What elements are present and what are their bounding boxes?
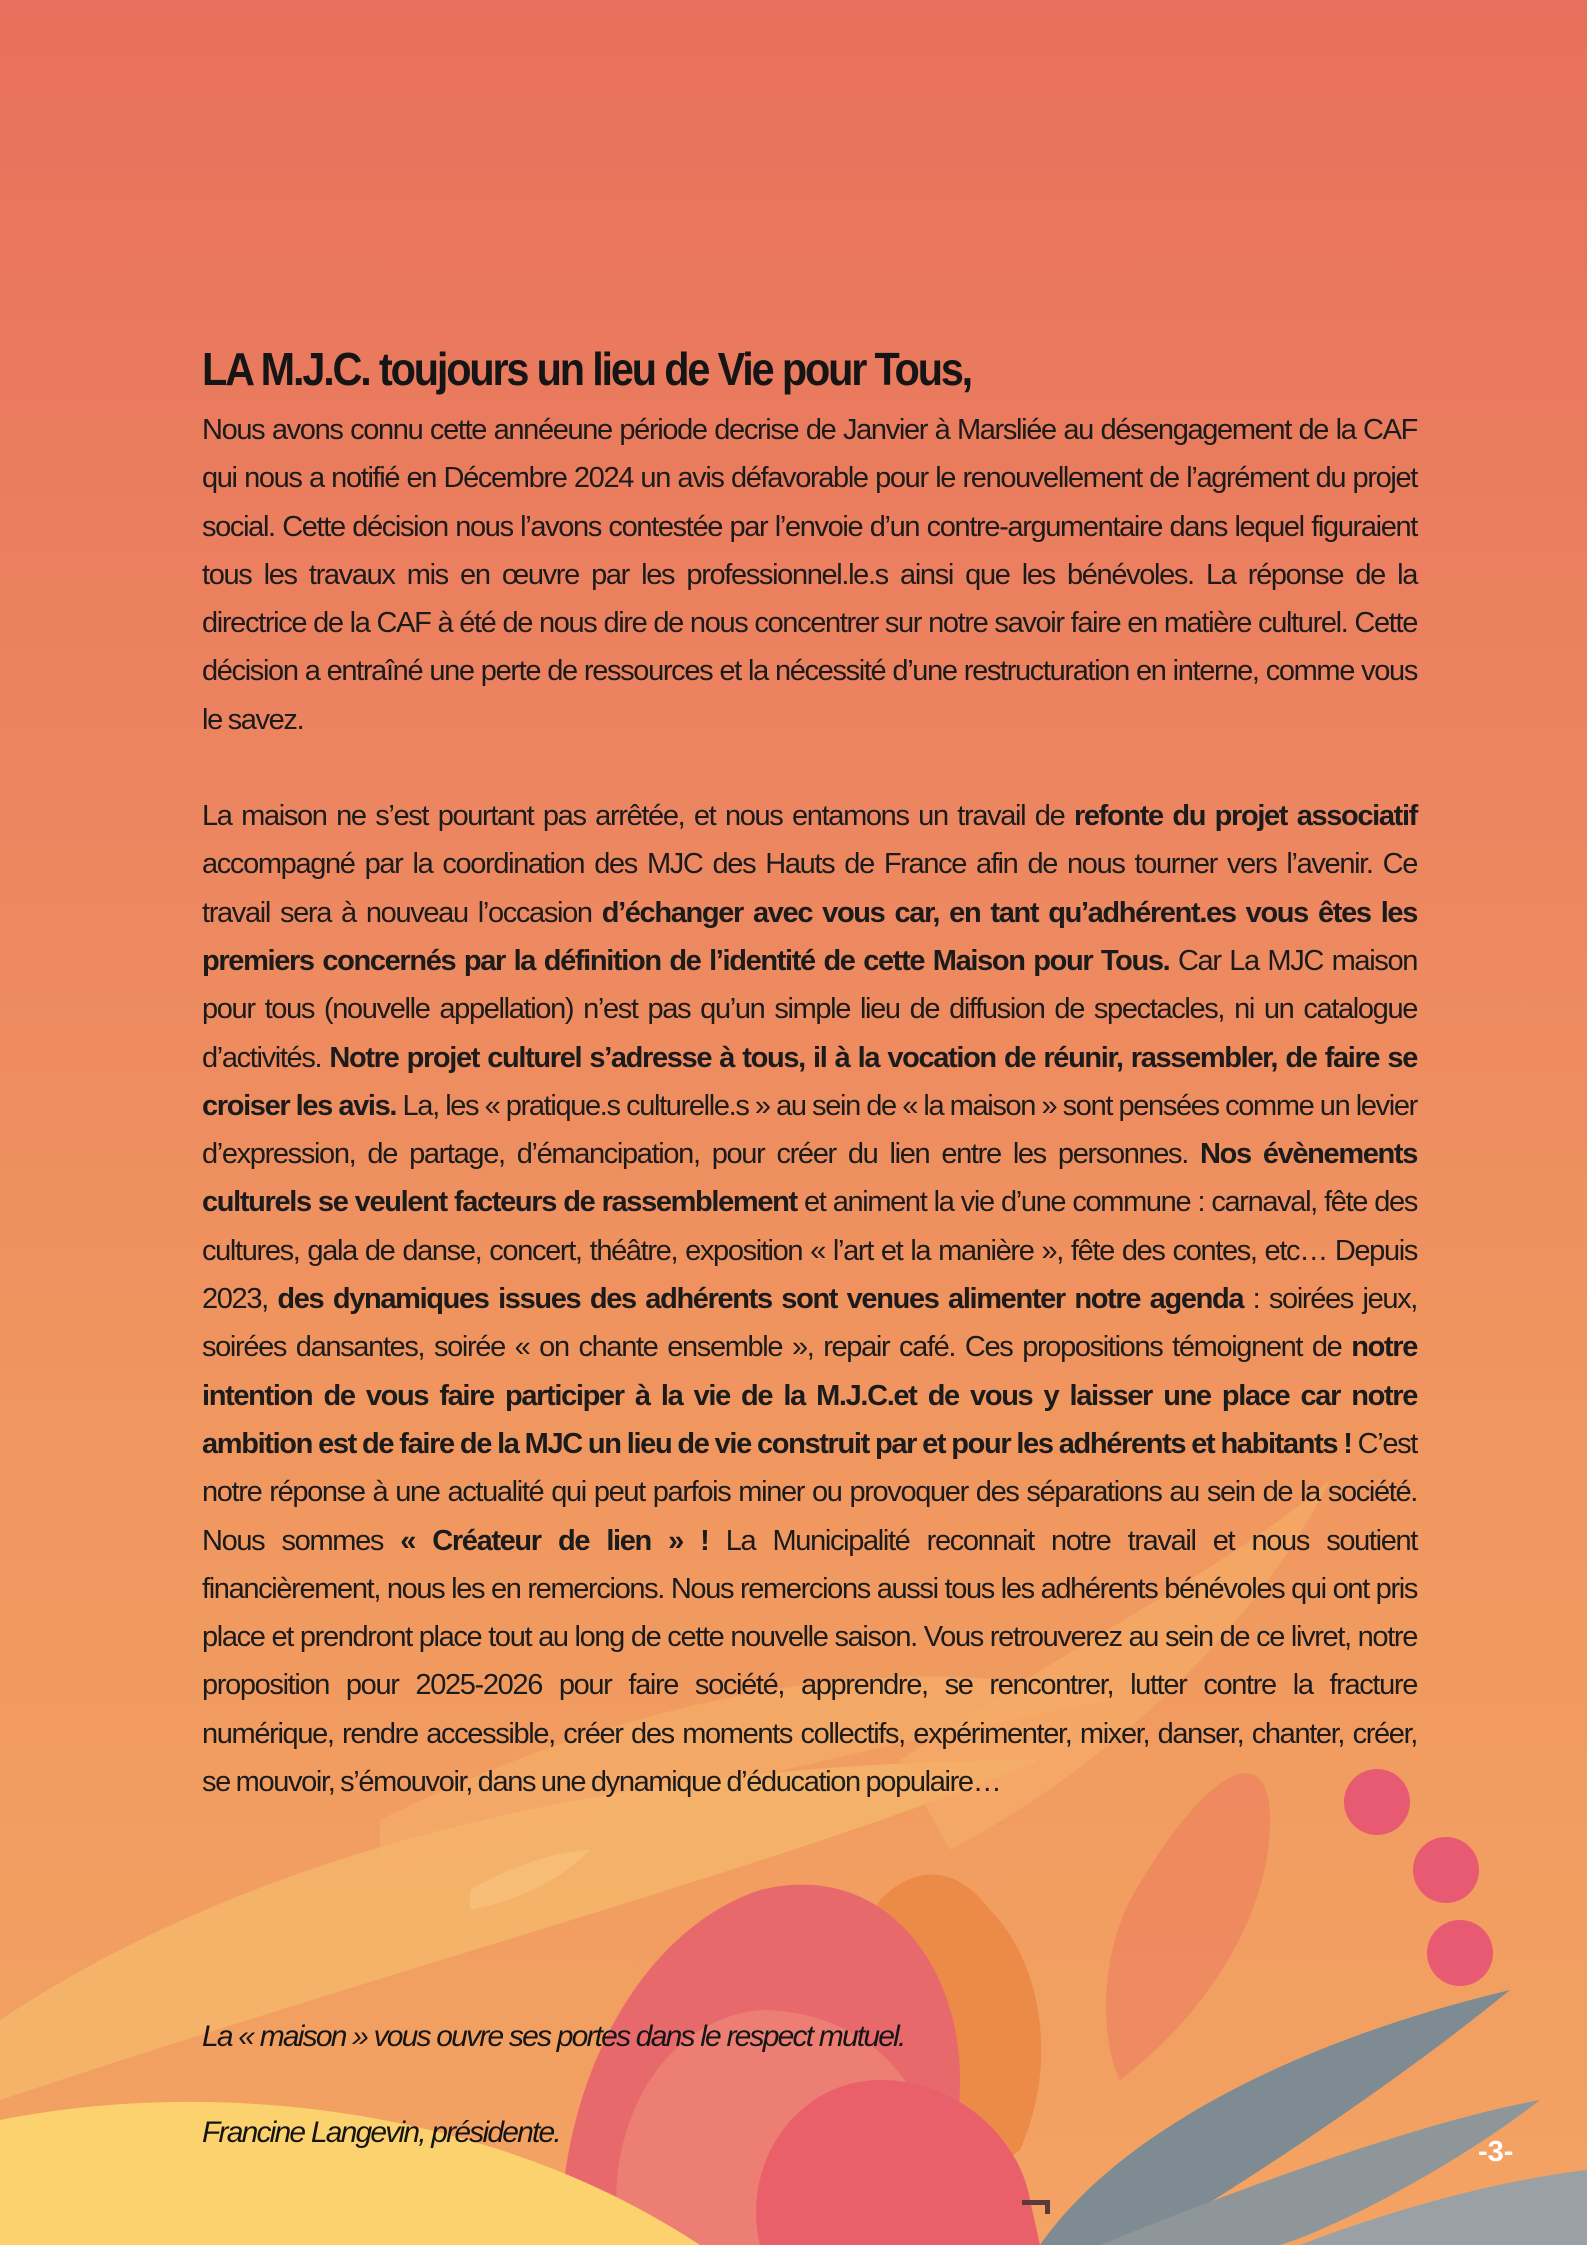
paragraph-2-bold-1: refonte du projet associatif <box>1073 800 1417 833</box>
page-title: LA M.J.C. toujours un lieu de Vie pour Tous, <box>202 343 972 395</box>
paragraph-2 <box>202 792 1417 1806</box>
paragraph-2-bold-4: Nos évènements culturels se veulent facteurs de rassemblement <box>202 1138 1417 1219</box>
paragraph-2-text-6: : soirées jeux, soirées dansantes, soirée « on chante ensemble », repair café. Ces propositions témoignent de <box>202 1283 1417 1364</box>
editorial-content <box>202 338 1417 1806</box>
signature: Francine Langevin, présidente. <box>202 2116 560 2149</box>
paragraph-2-bold-7: « Créateur de lien » ! <box>400 1524 709 1557</box>
page-number: -3- <box>1478 2136 1514 2168</box>
paragraph-2-text-8: La Municipalité reconnait notre travail et nous soutient financièrement, nous les en remercions. Nous remercions aussi tous les adhérents bénévoles qui ont pris place et prendront place tout au long de cette nouvelle saison. Vous retrouverez au sein de ce livret, notre proposition pour 2025-2026 pour faire société, apprendre, se rencontrer, lutter contre la fracture numérique, rendre accessible, créer des moments collectifs, expérimenter, mixer, danser, chanter, créer, se mouvoir, s’émouvoir, dans une dynamique d’éducation populaire… <box>202 1524 1417 1799</box>
paragraph-2-text-3: Car La MJC maison pour tous (nouvelle appellation) n’est pas qu’un simple lieu de diffusion de spectacles, ni un catalogue d’activités. <box>202 944 1417 1074</box>
paragraph-2-text-1: La maison ne s’est pourtant pas arrêtée, et nous entamons un travail de <box>202 800 1074 833</box>
paragraph-2-bold-2: d’échanger avec vous car, en tant qu’adhérent.es vous êtes les premiers concernés par la définition de l’identité de cette Maison pour Tous. <box>202 896 1417 977</box>
paragraph-1: Nous avons connu cette annéeune période decrise de Janvier à Marsliée au désengagement de la CAF qui nous a notifié en Décembre 2024 un avis défavorable pour le renouvellement de l’agrément du projet social. Cette décision nous l’avons contestée par l’envoie d’un contre-argumentaire dans lequel figuraient tous les travaux mis en œuvre par les professionnel.le.s ainsi que les bénévoles. La réponse de la directrice de la CAF à été de nous dire de nous concentrer sur notre savoir faire en matière culturel. Cette décision a entraîné une perte de ressources et la nécessité d’une restructuration en interne, comme vous le savez. <box>202 414 1417 736</box>
paragraph-2-text-4: La, les « pratique.s culturelle.s » au sein de « la maison » sont pensées comme un levier d’expression, de partage, d’émancipation, pour créer du lien entre les personnes. <box>202 1089 1417 1171</box>
paragraph-2-bold-5: des dynamiques issues des adhérents sont venues alimenter notre agenda <box>277 1283 1244 1316</box>
paragraph-2-text-2: accompagné par la coordination des MJC des Hauts de France afin de nous tourner vers l’avenir. Ce travail sera à nouveau l’occasion <box>202 848 1417 929</box>
paragraph-2-bold-6: notre intention de vous faire participer à la vie de la M.J.C.et de vous y laisser une place car notre ambition est de faire de la MJC un lieu de vie construit par et pour les adhérents et habitants ! <box>202 1331 1417 1460</box>
pink-dot-3 <box>1427 1920 1493 1986</box>
pink-dot-2 <box>1413 1837 1479 1903</box>
paragraph-2-text-7: C’est notre réponse à une actualité qui peut parfois miner ou provoquer des séparations au sein de la société. Nous sommes <box>202 1427 1417 1557</box>
closing-line: La « maison » vous ouvre ses portes dans le respect mutuel. <box>202 2020 905 2053</box>
red-flame-shape <box>1106 1773 1270 2080</box>
paragraph-spacer <box>202 744 1417 792</box>
paragraph-2-bold-3: Notre projet culturel s’adresse à tous, il à la vocation de réunir, rassembler, de faire se croiser les avis. <box>202 1041 1417 1122</box>
paragraph-2-text-5: et animent la vie d’une commune : carnaval, fête des cultures, gala de danse, concert, théâtre, exposition « l’art et la manière », fête des contes, etc… Depuis 2023, <box>202 1186 1417 1316</box>
